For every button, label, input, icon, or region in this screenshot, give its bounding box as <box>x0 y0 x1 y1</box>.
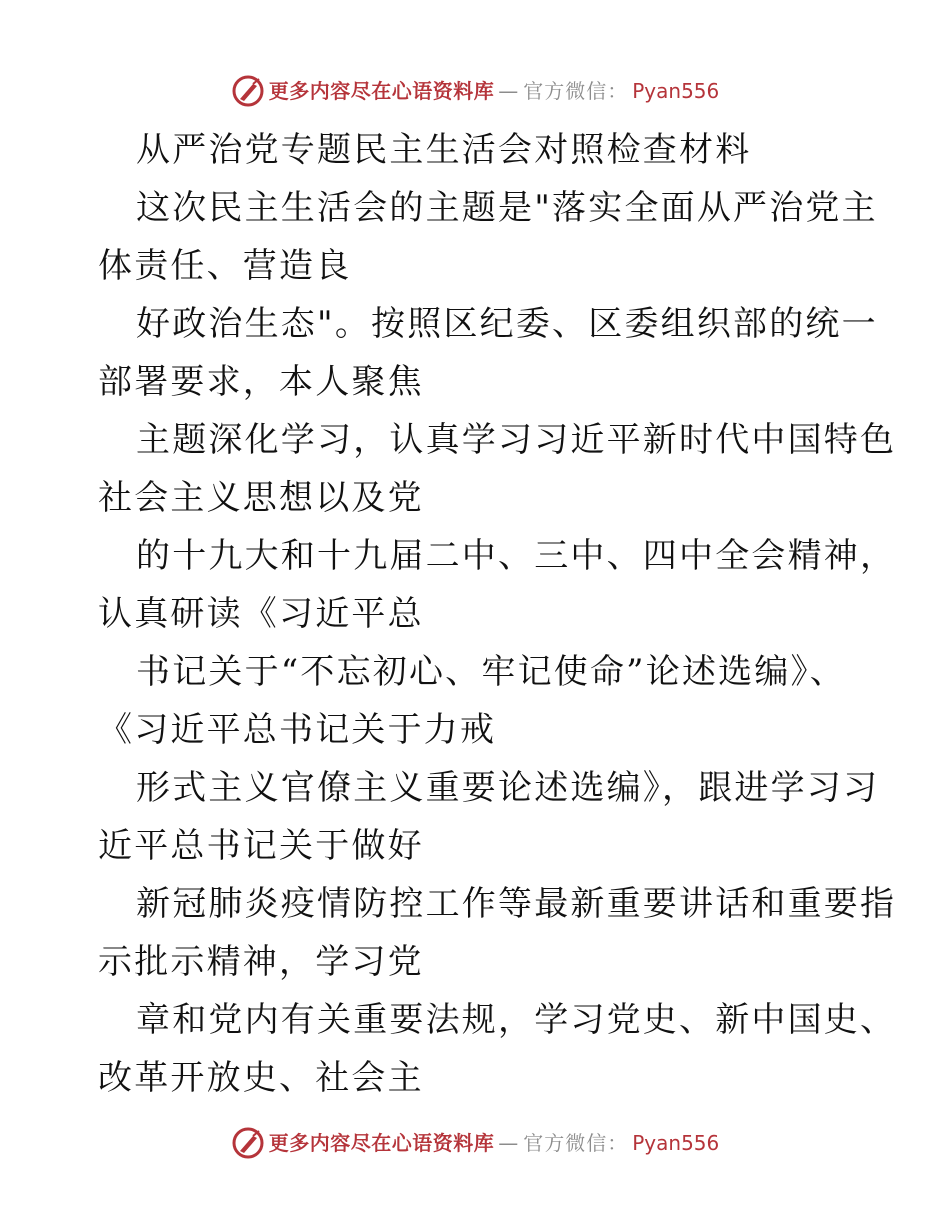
watermark-brand: 更多内容尽在心语资料库 <box>268 79 495 103</box>
watermark-wechat-id: Pyan556 <box>632 79 720 103</box>
paragraph-line: 近平总书记关于做好 <box>98 826 424 866</box>
watermark-official: 官方微信： <box>523 79 629 103</box>
quill-pen-circle-icon <box>231 1126 265 1160</box>
paragraph-line: 部署要求，本人聚焦 <box>98 362 424 402</box>
paragraph-line: 这次民主生活会的主题是"落实全面从严治党主 <box>136 188 878 228</box>
watermark-separator: — <box>498 79 520 103</box>
watermark-brand: 更多内容尽在心语资料库 <box>268 1131 495 1155</box>
paragraph-line: 书记关于“不忘初心、牢记使命”论述选编》、 <box>136 652 846 692</box>
paragraph-line: 新冠肺炎疫情防控工作等最新重要讲话和重要指 <box>136 884 897 924</box>
document-body <box>98 121 897 1107</box>
paragraph-line: 社会主义思想以及党 <box>98 478 424 518</box>
quill-pen-circle-icon <box>231 74 265 108</box>
paragraph-line: 示批示精神，学习党 <box>98 942 424 982</box>
paragraph-line: 认真研读《习近平总 <box>98 594 424 634</box>
paragraph-line: 改革开放史、社会主 <box>98 1058 424 1098</box>
paragraph-line: 好政治生态"。按照区纪委、区委组织部的统一 <box>136 304 878 344</box>
watermark-wechat-id: Pyan556 <box>632 1131 720 1155</box>
paragraph-line: 体责任、营造良 <box>98 246 352 286</box>
paragraph-line: 《习近平总书记关于力戒 <box>98 710 497 750</box>
watermark-separator: — <box>498 1131 520 1155</box>
document-title: 从严治党专题民主生活会对照检查材料 <box>136 130 752 170</box>
paragraph-line: 的十九大和十九届二中、三中、四中全会精神， <box>136 536 897 576</box>
watermark-official: 官方微信： <box>523 1131 629 1155</box>
footer-watermark <box>0 1126 950 1160</box>
header-watermark <box>0 74 950 108</box>
paragraph-line: 主题深化学习，认真学习习近平新时代中国特色 <box>136 420 897 460</box>
paragraph-line: 形式主义官僚主义重要论述选编》，跟进学习习 <box>136 768 880 808</box>
paragraph-line: 章和党内有关重要法规，学习党史、新中国史、 <box>136 1000 897 1040</box>
